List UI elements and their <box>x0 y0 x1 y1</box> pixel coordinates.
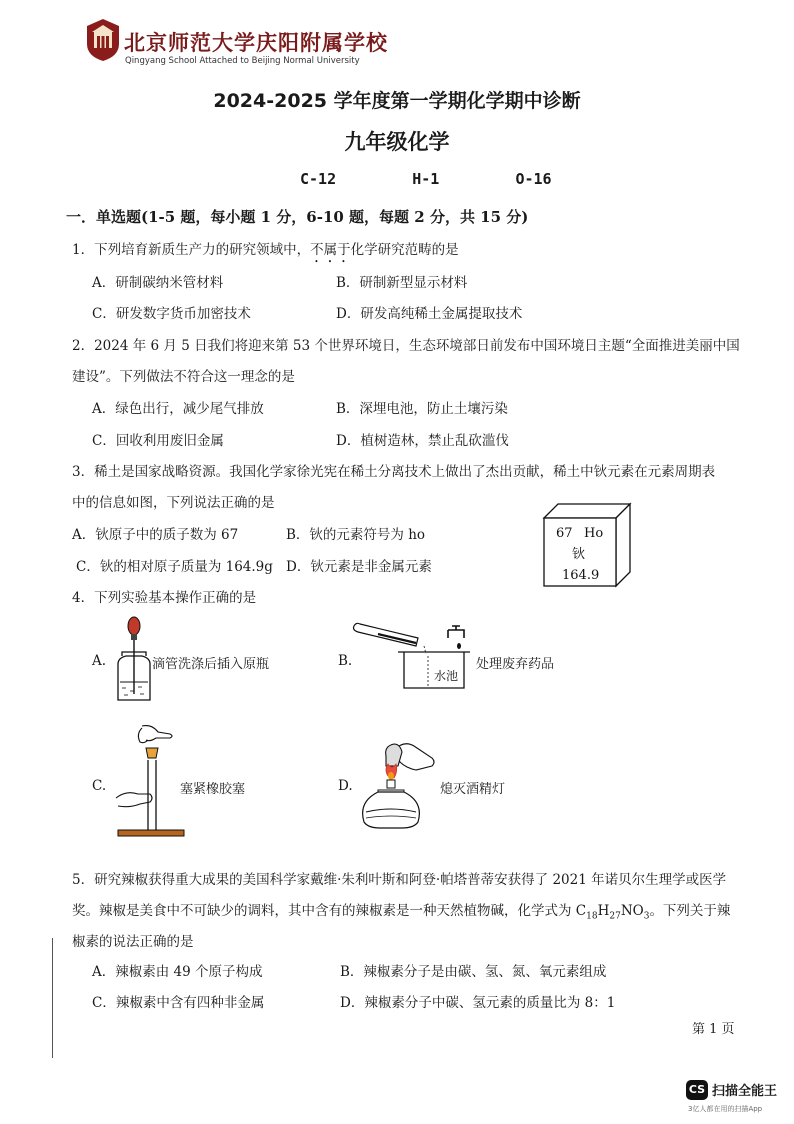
q5-option-a: A．辣椒素由 49 个原子构成 <box>92 964 263 980</box>
q2-stem-line1: 2．2024 年 6 月 5 日我们将迎来第 53 个世界环境日，生态环境部日前发布中国环境日主题“全面推进美丽中国 <box>72 338 740 354</box>
q4-option-a-caption: 滴管洗涤后插入原瓶 <box>152 657 270 672</box>
q2-option-b: B．深埋电池，防止土壤污染 <box>336 401 508 417</box>
school-name-cn: 北京师范大学庆阳附属学校 <box>124 31 388 55</box>
q2-option-a: A．绿色出行，减少尾气排放 <box>92 401 264 417</box>
test-tube-stopper-icon <box>112 722 186 840</box>
sink-disposal-icon <box>352 616 474 692</box>
q3-stem-line2: 中的信息如图，下列说法正确的是 <box>72 495 275 511</box>
q2-option-c: C．回收利用废旧金属 <box>92 433 224 449</box>
school-logo-icon <box>86 18 120 62</box>
q3-option-c: C．钬的相对原子质量为 164.9g <box>76 559 273 575</box>
q2-stem-line2: 建设”。下列做法不符合这一理念的是 <box>72 369 295 385</box>
q5-stem-line3: 椒素的说法正确的是 <box>72 934 194 950</box>
school-name-en: Qingyang School Attached to Beijing Normal University <box>125 56 360 66</box>
q1-option-a: A．研制碳纳米管材料 <box>92 275 224 291</box>
page-number: 第 1 页 <box>692 1022 735 1037</box>
q1-option-b: B．研制新型显示材料 <box>336 275 468 291</box>
q1-option-d: D．研发高纯稀土金属提取技术 <box>336 306 523 322</box>
q4-option-c-letter: C. <box>92 778 107 794</box>
q4-option-b-letter: B. <box>338 653 353 669</box>
q1-option-c: C．研发数字货币加密技术 <box>92 306 251 322</box>
camscanner-tagline: 3亿人都在用的扫描App <box>688 1105 763 1113</box>
exam-title: 2024-2025 学年度第一学期化学期中诊断 <box>213 90 581 112</box>
atomic-masses: C-12 H-1 O-16 <box>300 170 552 188</box>
q3-stem-line1: 3．稀土是国家战略资源。我国化学家徐光宪在稀土分离技术上做出了杰出贡献，稀土中钬元素在元素周期表 <box>72 464 716 480</box>
q5-option-d: D．辣椒素分子中碳、氢元素的质量比为 8：1 <box>340 995 616 1011</box>
q3-option-d: D．钬元素是非金属元素 <box>286 559 432 575</box>
q4-option-b-caption: 处理废弃药品 <box>476 657 555 672</box>
q4-option-a-letter: A. <box>92 653 107 669</box>
camscanner-logo-icon: CS <box>686 1080 708 1100</box>
q3-option-b: B．钬的元素符号为 ho <box>286 527 426 543</box>
q4-option-c-caption: 塞紧橡胶塞 <box>180 782 246 797</box>
q5-option-c: C．辣椒素中含有四种非金属 <box>92 995 265 1011</box>
section-heading: 一．单选题(1-5 题，每小题 1 分，6-10 题，每题 2 分，共 15 分) <box>66 208 529 226</box>
q4-option-d-caption: 熄灭酒精灯 <box>440 782 506 797</box>
sink-label: 水池 <box>434 669 459 683</box>
q1-stem: 1．下列培育新质生产力的研究领域中，不属于化学研究范畴的是 <box>72 242 459 258</box>
element-mass: 164.9 <box>562 568 600 583</box>
camscanner-brand: 扫描全能王 <box>712 1084 778 1099</box>
q5-option-b: B．辣椒素分子是由碳、氢、氮、氧元素组成 <box>340 964 607 980</box>
element-card <box>540 500 632 588</box>
q4-stem: 4．下列实验基本操作正确的是 <box>72 590 257 606</box>
element-symbol: Ho <box>584 526 604 541</box>
element-number: 67 <box>556 526 573 541</box>
q4-option-d-letter: D. <box>338 778 353 794</box>
q5-stem-line2: 奖。辣椒是美食中不可缺少的调料，其中含有的辣椒素是一种天然植物碱，化学式为 $C_{18}H_{27}NO_3$。下列关于辣 <box>72 903 731 922</box>
exam-subtitle: 九年级化学 <box>344 130 450 154</box>
element-name: 钬 <box>572 547 586 562</box>
margin-rule <box>52 938 53 1058</box>
alcohol-lamp-icon <box>354 736 440 832</box>
q5-stem-line1: 5．研究辣椒获得重大成果的美国科学家戴维·朱利叶斯和阿登·帕塔普蒂安获得了 2021 年诺贝尔生理学或医学 <box>72 872 727 888</box>
q3-option-a: A．钬原子中的质子数为 67 <box>72 527 239 543</box>
q2-option-d: D．植树造林，禁止乱砍滥伐 <box>336 433 509 449</box>
